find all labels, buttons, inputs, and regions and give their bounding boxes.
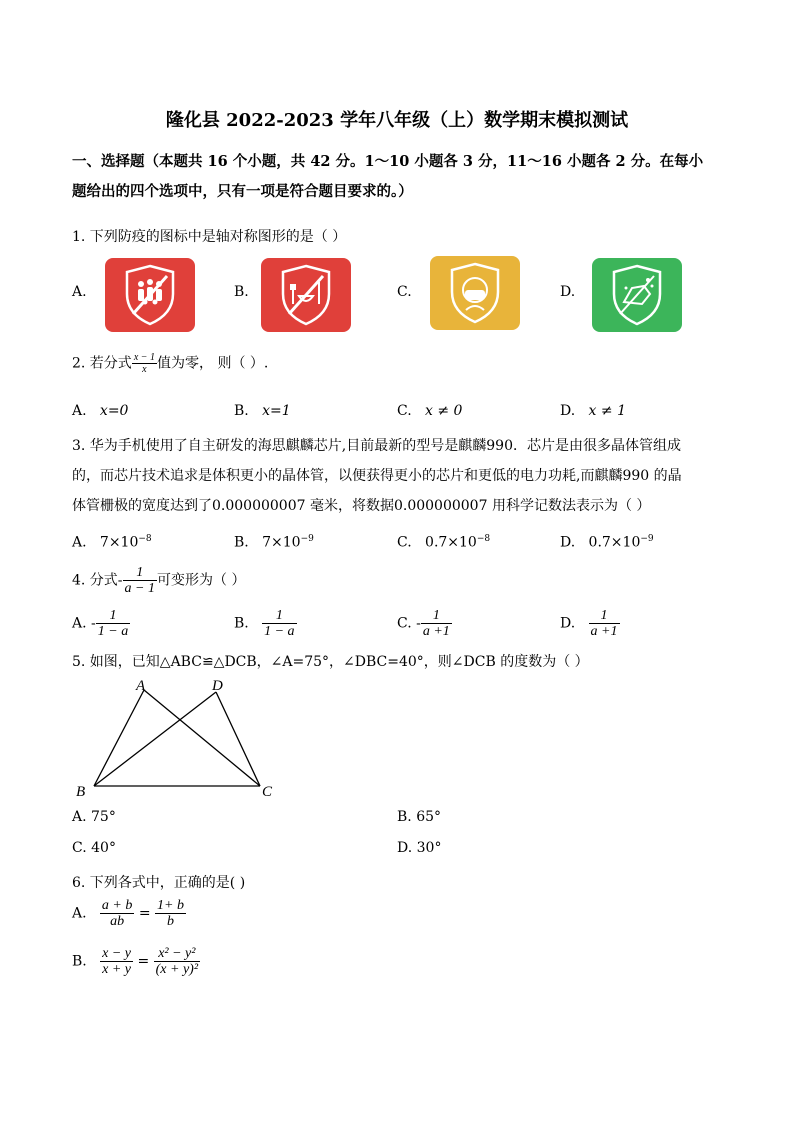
- q2-option-d: [560, 403, 626, 419]
- q2-option-d-text: x ≠ 1: [588, 403, 626, 419]
- point-label-a: A: [136, 678, 146, 694]
- q4-option-b-denominator: 1 − a: [264, 624, 295, 639]
- q3-option-a: [72, 534, 152, 551]
- q2-option-a: [72, 403, 128, 419]
- q4-fraction-numerator: 1: [123, 565, 157, 581]
- q5-option-c-text: 40°: [91, 840, 116, 856]
- q3-option-c-base: 0.7×10: [425, 534, 477, 551]
- wash-hands-icon: [592, 258, 682, 332]
- equals-sign: =: [138, 905, 151, 922]
- q4-option-a-fraction: [96, 608, 130, 639]
- q3-option-b-base: 7×10: [262, 534, 301, 551]
- q5-option-b-text: 65°: [416, 809, 442, 825]
- q3-option-c: [397, 534, 490, 551]
- q3-option-b-label: B.: [234, 534, 249, 551]
- q6-option-b-right-fraction: [154, 946, 200, 977]
- q4-option-d-fraction: [589, 608, 620, 639]
- question-3-line-2: 的，而芯片技术追求是体积更小的晶体管，以便获得更小的芯片和更低的电力功耗,而麒麟990 的晶: [72, 468, 682, 484]
- q4-option-b: [234, 608, 297, 639]
- q6-option-a-label: A.: [72, 905, 87, 922]
- q5-option-c-label: C.: [72, 840, 87, 856]
- q4-option-c-numerator: 1: [421, 608, 452, 624]
- crowd-prohibited-icon: [105, 258, 195, 332]
- q4-fraction: [123, 565, 157, 596]
- q4-option-a-denominator: 1 − a: [97, 624, 129, 639]
- point-label-d: D: [212, 678, 223, 694]
- q1-option-d-label: D.: [560, 284, 576, 300]
- segment-ac: [144, 690, 260, 786]
- q3-option-c-label: C.: [397, 534, 412, 551]
- q6-option-a-right-denominator: b: [166, 914, 174, 929]
- q6-option-a-left-numerator: a + b: [101, 898, 133, 913]
- q2-fraction-numerator: x − 1: [133, 352, 155, 363]
- q3-option-c-exp: −8: [476, 534, 491, 544]
- q1-option-c-label: C.: [397, 284, 412, 300]
- q2-option-c-text: x ≠ 0: [425, 403, 463, 419]
- q3-option-a-exp: −8: [138, 534, 152, 544]
- q3-option-a-base: 7×10: [99, 534, 139, 551]
- q1-option-b-label: B.: [234, 284, 249, 300]
- question-3-line-1: 3. 华为手机使用了自主研发的海思麒麟芯片,目前最新的型号是麒麟990．芯片是由很多晶体管组成: [72, 438, 681, 454]
- q6-option-a-right-numerator: 1+ b: [157, 898, 184, 913]
- q2-option-d-label: D.: [560, 403, 576, 419]
- q5-option-a-label: A.: [72, 809, 87, 825]
- q5-option-a: [72, 809, 116, 825]
- q5-option-a-text: 75°: [91, 809, 116, 825]
- q4-option-b-label: B.: [234, 615, 249, 632]
- point-label-c: C: [262, 784, 273, 800]
- question-5-stem: 5. 如图，已知△ABC≌△DCB，∠A=75°，∠DBC=40°，则∠DCB 的度数为（ ）: [72, 654, 589, 670]
- q2-option-b-label: B.: [234, 403, 249, 419]
- q4-prefix: 4. 分式-: [72, 572, 123, 589]
- q2-option-a-label: A.: [72, 403, 87, 419]
- q6-option-b-left-fraction: [100, 946, 133, 977]
- q6-option-a-right-fraction: [155, 898, 186, 929]
- q6-option-b-label: B.: [72, 953, 87, 970]
- q6-option-b-left-denominator: x + y: [102, 962, 131, 977]
- q5-option-b: [397, 809, 441, 825]
- section-heading-line-1: 一、选择题（本题共 16 个小题，共 42 分。1～10 小题各 3 分，11～16 小题各 2 分。在每小: [72, 153, 704, 170]
- q4-suffix: 可变形为（ ）: [157, 572, 246, 589]
- q2-option-c: [397, 403, 462, 419]
- segment-bd: [94, 692, 216, 786]
- q5-option-d-label: D.: [397, 840, 413, 856]
- q4-option-d: [560, 608, 620, 639]
- q4-option-c-label: C. -: [397, 615, 421, 632]
- q5-option-d-text: 30°: [416, 840, 442, 856]
- q2-fraction-denominator: x: [142, 364, 147, 375]
- question-2-stem: [72, 352, 268, 375]
- q2-option-b: [234, 403, 291, 419]
- q4-option-c-fraction: [421, 608, 452, 639]
- q3-option-d: [560, 534, 654, 551]
- q6-option-b: [72, 946, 200, 977]
- q3-option-b-exp: −9: [300, 534, 314, 544]
- q3-option-d-exp: −9: [640, 534, 654, 544]
- q2-fraction: [132, 352, 157, 375]
- question-6-stem: 6. 下列各式中，正确的是( ): [72, 875, 246, 891]
- q5-option-c: [72, 840, 116, 856]
- q4-option-a-numerator: 1: [96, 608, 130, 624]
- equals-sign: =: [137, 953, 150, 970]
- q3-option-d-base: 0.7×10: [588, 534, 641, 551]
- q3-option-a-label: A.: [72, 534, 87, 551]
- q5-option-b-label: B.: [397, 809, 412, 825]
- section-heading-line-2: 题给出的四个选项中，只有一项是符合题目要求的。）: [72, 183, 413, 200]
- q6-option-a: [72, 898, 186, 929]
- page-title: 隆化县 2022-2023 学年八年级（上）数学期末模拟测试: [165, 110, 629, 131]
- q2-option-a-text: x=0: [99, 403, 129, 419]
- q4-option-c: [397, 608, 452, 639]
- no-dining-icon: [261, 258, 351, 332]
- q4-option-b-numerator: 1: [262, 608, 296, 624]
- q1-option-a-label: A.: [72, 284, 87, 300]
- q6-option-b-left-numerator: x − y: [102, 946, 131, 961]
- q4-option-d-numerator: 1: [589, 608, 620, 624]
- q4-option-a-label: A. -: [72, 615, 96, 632]
- q3-option-b: [234, 534, 314, 551]
- question-1-stem: 1. 下列防疫的图标中是轴对称图形的是（ ）: [72, 229, 347, 245]
- segment-ba: [94, 690, 144, 786]
- q4-option-a: [72, 608, 130, 639]
- q6-option-b-right-denominator: (x + y)²: [155, 962, 199, 977]
- q4-option-d-label: D.: [560, 615, 576, 632]
- q4-option-b-fraction: [262, 608, 296, 639]
- triangle-figure: [70, 676, 290, 806]
- q5-option-d: [397, 840, 441, 856]
- q4-option-d-denominator: a +1: [590, 624, 618, 639]
- question-4-stem: [72, 565, 245, 596]
- point-label-b: B: [76, 784, 86, 800]
- segment-dc: [216, 692, 260, 786]
- q3-option-d-label: D.: [560, 534, 576, 551]
- q2-option-b-text: x=1: [262, 403, 291, 419]
- question-3-line-3: 体管栅极的宽度达到了0.000000007 毫米，将数据0.000000007 用科学记数法表示为（ ）: [72, 498, 651, 514]
- q4-option-c-denominator: a +1: [422, 624, 450, 639]
- q4-fraction-denominator: a − 1: [124, 581, 155, 596]
- q2-suffix: 值为零， 则（ ）.: [157, 355, 269, 372]
- q6-option-a-left-fraction: [100, 898, 134, 929]
- q2-option-c-label: C.: [397, 403, 412, 419]
- q2-prefix: 2. 若分式: [72, 355, 132, 372]
- mask-icon: [430, 256, 520, 330]
- q6-option-b-right-numerator: x² − y²: [154, 946, 200, 962]
- q6-option-a-left-denominator: ab: [110, 914, 125, 929]
